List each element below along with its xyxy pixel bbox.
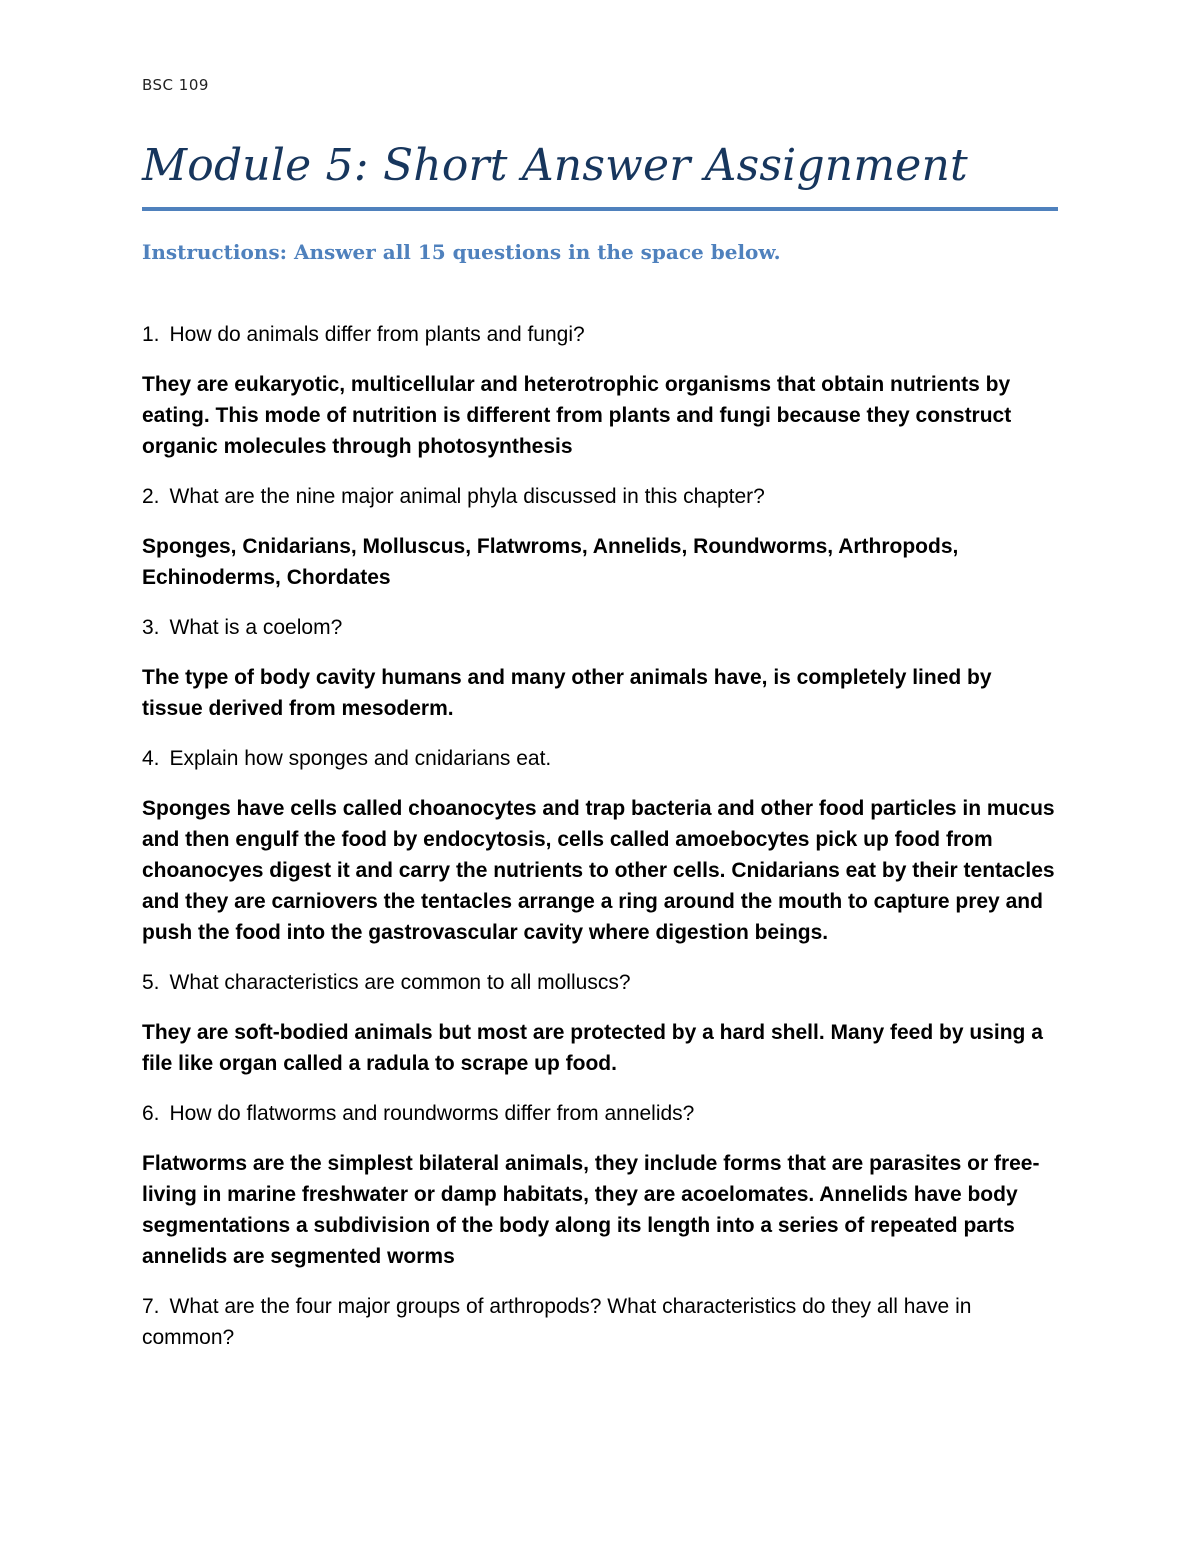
question-1 <box>142 319 1058 350</box>
title-underline <box>142 207 1058 211</box>
question-number: 5. <box>142 971 160 994</box>
answer-4: Sponges have cells called choanocytes and trap bacteria and other food particles in mucus and then engulf the food by endocytosis, cells called amoebocytes pick up food from choanocyes digest it and carry the nutrients to other cells. Cnidarians eat by their tentacles and they are carniovers the tentacles arrange a ring around the mouth to capture prey and push the food into the gastrovascular cavity where digestion beings. <box>142 797 1055 944</box>
answer-6: Flatworms are the simplest bilateral animals, they include forms that are parasites or free-living in marine freshwater or damp habitats, they are acoelomates. Annelids have body segmentations a subdivision of the body along its length into a series of repeated parts annelids are segmented worms <box>142 1152 1040 1268</box>
question-2 <box>142 481 1058 512</box>
question-number: 6. <box>142 1102 160 1125</box>
question-text: What are the four major groups of arthropods? What characteristics do they all have in common? <box>142 1295 972 1349</box>
answer-2: Sponges, Cnidarians, Molluscus, Flatwroms, Annelids, Roundworms, Arthropods, Echinoderms, Chordates <box>142 535 959 589</box>
question-5 <box>142 967 1058 998</box>
instructions-text: Instructions: Answer all 15 questions in the space below. <box>142 240 781 264</box>
question-number: 7. <box>142 1295 160 1318</box>
question-number: 2. <box>142 485 160 508</box>
question-number: 4. <box>142 747 160 770</box>
question-text: What is a coelom? <box>169 616 343 639</box>
page-title: Module 5: Short Answer Assignment <box>142 140 968 191</box>
answer-5: They are soft-bodied animals but most are protected by a hard shell. Many feed by using a file like organ called a radula to scrape up food. <box>142 1021 1043 1075</box>
question-3 <box>142 612 1058 643</box>
question-text: How do flatworms and roundworms differ from annelids? <box>169 1102 695 1125</box>
question-text: What characteristics are common to all molluscs? <box>169 971 631 994</box>
question-text: Explain how sponges and cnidarians eat. <box>169 747 552 770</box>
question-7 <box>142 1291 1058 1353</box>
course-code-header: BSC 109 <box>142 76 209 94</box>
question-text: What are the nine major animal phyla discussed in this chapter? <box>169 485 765 508</box>
question-6 <box>142 1098 1058 1129</box>
question-number: 3. <box>142 616 160 639</box>
question-answer-list <box>142 319 1058 1372</box>
answer-1: They are eukaryotic, multicellular and heterotrophic organisms that obtain nutrients by eating. This mode of nutrition is different from plants and fungi because they construct organic molecules through photosynthesis <box>142 373 1012 458</box>
question-4 <box>142 743 1058 774</box>
question-text: How do animals differ from plants and fungi? <box>169 323 585 346</box>
question-number: 1. <box>142 323 160 346</box>
answer-3: The type of body cavity humans and many other animals have, is completely lined by tissue derived from mesoderm. <box>142 666 992 720</box>
